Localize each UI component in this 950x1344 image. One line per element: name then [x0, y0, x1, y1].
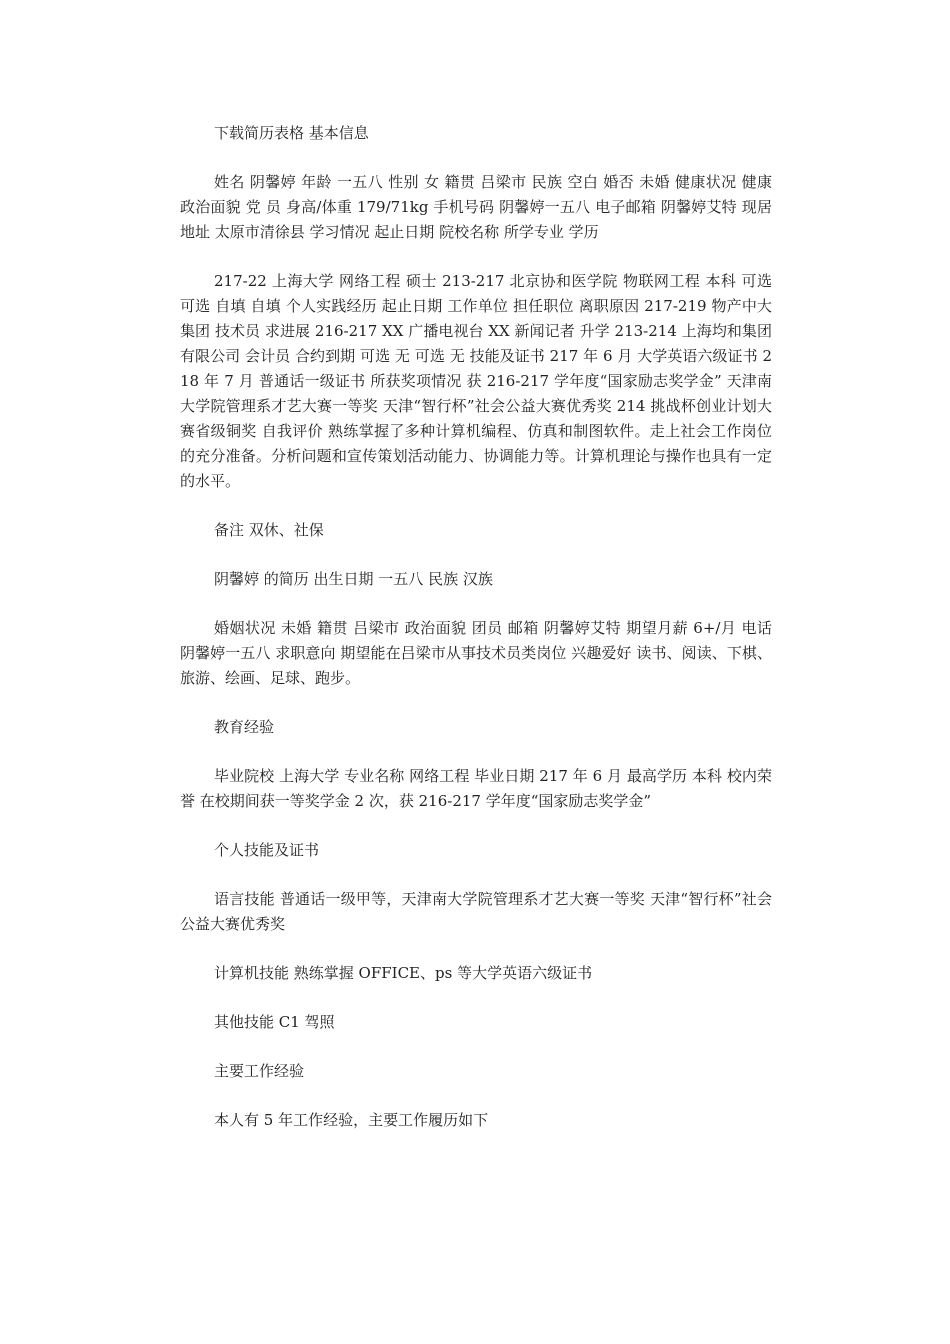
education-heading: 教育经验	[214, 718, 275, 736]
education-practice-paragraph: 217-22 上海大学 网络工程 硕士 213-217 北京协和医学院 物联网工程 本科 可选 可选 自填 自填 个人实践经历 起止日期 工作单位 担任职位 离职原因 217-219 物产中大集团 技术员 求进展 216-217 XX 广播电视台 XX 新闻记者 升学 213-214 上海均和集团有限公司 会计员 合约到期 可选 无 可选 无 技能及证书 217 年 6 月 大学英语六级证书 218 年 7 月 普通话一级证书 所获奖项情况 获 216-217 学年度“国家励志奖学金” 天津南大学院管理系才艺大赛一等奖 天津“智行杯”社会公益大赛优秀奖 214 挑战杯创业计划大赛省级铜奖 自我评价 熟练掌握了多种计算机编程、仿真和制图软件。走上社会工作岗位的充分准备。分析问题和宣传策划活动能力、协调能力等。计算机理论与操作也具有一定的水平。	[180, 272, 772, 490]
personal-details-paragraph: 婚姻状况 未婚 籍贯 吕梁市 政治面貌 团员 邮箱 阴馨婷艾特 期望月薪 6+/月 电话 阴馨婷一五八 求职意向 期望能在吕梁市从事技术员类岗位 兴趣爱好 读书、阅读、下棋、旅游、绘画、足球、跑步。	[180, 619, 772, 687]
skills-heading: 个人技能及证书	[214, 841, 320, 859]
language-skills-paragraph: 语言技能 普通话一级甲等，天津南大学院管理系才艺大赛一等奖 天津“智行杯”社会公益大赛优秀奖	[180, 890, 772, 933]
education-details-paragraph: 毕业院校 上海大学 专业名称 网络工程 毕业日期 217 年 6 月 最高学历 本科 校内荣誉 在校期间获一等奖学金 2 次，获 216-217 学年度“国家励志奖学金”	[180, 767, 772, 810]
computer-skills-paragraph: 计算机技能 熟练掌握 OFFICE、ps 等大学英语六级证书	[214, 964, 593, 982]
heading-download-basic-info: 下载简历表格 基本信息	[214, 124, 369, 142]
other-skills-paragraph: 其他技能 C1 驾照	[214, 1013, 335, 1031]
work-experience-intro-paragraph: 本人有 5 年工作经验，主要工作履历如下	[214, 1111, 489, 1129]
basic-info-paragraph: 姓名 阴馨婷 年龄 一五八 性别 女 籍贯 吕梁市 民族 空白 婚否 未婚 健康状况 健康 政治面貌 党 员 身高/体重 179/71kg 手机号码 阴馨婷一五八 电子邮箱 阴馨婷艾特 现居地址 太原市清徐县 学习情况 起止日期 院校名称 所学专业 学历	[180, 173, 772, 241]
resume-title-paragraph: 阴馨婷 的简历 出生日期 一五八 民族 汉族	[214, 570, 493, 588]
work-experience-heading: 主要工作经验	[214, 1062, 305, 1080]
remarks-paragraph: 备注 双休、社保	[214, 521, 324, 539]
document-page	[180, 121, 772, 1157]
